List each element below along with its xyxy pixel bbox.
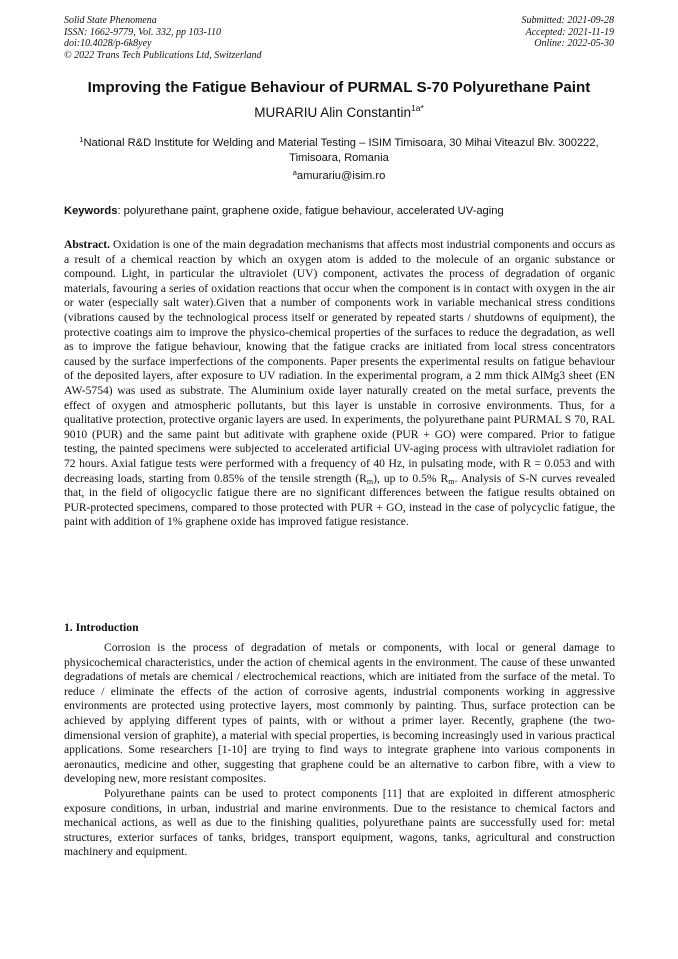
section-heading-introduction: 1. Introduction [64,621,139,634]
abstract-text-3: . Analysis of S-N curves revealed that, in the field of oligocyclic fatigue there are no significant differences between the fatigue results obtained on PUR-protected specimens, compared to those protected with PUR + GO, instead in the case of polycyclic fatigue, the paint with addition of 1% graphene oxide has improved fatigue resistance. [64,471,615,529]
introduction-paragraph: Corrosion is the process of degradation of metals or components, with local or general damage to physicochemical characteristics, under the action of chemical agents in the environment. The cause of these unwanted degradations of metals are chemical / electrochemical reactions, which are initiated from the surface of the metal. To reduce / eliminate the effects of the action of corrosive agents, industrial components working in aggressive environments are protected using protective layers, most commonly by painting. Thus, surface protection can be achieved by applying different types of paints, with or without a primer layer. Recently, graphene (the two-dimensional version of graphite), a material with special properties, is becoming increasingly used in various practical applications. Some researchers [1-10] are trying to find ways to integrate graphene into various components in aeronautics, medicine and other, suggesting that graphene could be an alternative to carbon fibre, with a view to developing new, more resistant composites. [64,641,615,786]
journal-issn: ISSN: 1662-9779, Vol. 332, pp 103-110 [64,26,222,38]
accepted-date: Accepted: 2021-11-19 [525,26,614,38]
abstract-sub-2: m [448,476,455,486]
affiliation [64,132,614,166]
abstract [64,238,615,530]
journal-copyright: © 2022 Trans Tech Publications Ltd, Switzerland [64,49,262,61]
journal-info [64,15,262,61]
keywords [64,205,624,217]
email-sup: a [292,168,297,177]
introduction-paragraph: Polyurethane paints can be used to protect components [11] that are exploited in different atmospheric exposure conditions, in urban, industrial and marine environments. Due to the resistance to chemical factors and mechanical actions, as well as due to the finishing qualities, polyurethane paints are successfully used for: metal structures, exterior surfaces of tanks, bridges, transport equipment, wagons, tanks, agricultural and construction machinery and equipment. [64,786,615,859]
email-link[interactable]: amurariu@isim.ro [296,170,386,182]
submitted-date: Submitted: 2021-09-28 [521,15,614,26]
introduction-body [64,641,615,860]
abstract-text-1: Oxidation is one of the main degradation mechanisms that affects most industrial components and occurs as a result of a chemical reaction by which an oxygen atom is added to the molecule of an organic substance or compound. Light, in particular the ultraviolet (UV) component, activates the process of degradation of organic materials, favouring a series of oxidation reactions that occur when the component is in contact with oxygen in the air or water (especially salt water).Given that a number of components work in variable mechanical stress conditions (vibrations caused by the technological process itself or generated by repeated starts / shutdowns of equipment), the protective coatings aim to improve the physico-chemical properties of the surfaces to reduce the degradation, as well as to improve the fatigue behaviour, knowing that the fatigue cracks are initiated from local stress concentrators caused by the surface imperfections of the components. Paper presents the experimental results on fatigue behaviour of the deposited layers, after exposure to UV radiation. In the experimental program, a 2 mm thick AlMg3 sheet (EN AW-5754) was used as substrate. The Aluminium oxide layer naturally created on the metal surface, prevents the effect of oxygen and atmospheric pollutants, but this layer is unstable in corrosive environments. Thus, for a qualitative protection, protective organic layers are used. In experiments, the polyurethane paint PURMAL S 70, RAL 9010 (PUR) and the same paint but aditivate with graphene oxide (PUR + GO) were compared. Prior to fatigue testing, the painted specimens were subjected to accelerated artificial UV-aging process with ultraviolet radiation for 72 hours. Axial fatigue tests were performed with a frequency of 40 Hz, in pulsating mode, with R = 0.053 and with decreasing loads, starting from 0.85% of the tensile strength (R [64,238,615,485]
abstract-text-2: ), up to 0.5% R [373,471,449,485]
journal-name: Solid State Phenomena [64,15,157,26]
author-email [0,168,678,182]
keywords-text: : polyurethane paint, graphene oxide, fatigue behaviour, accelerated UV-aging [117,205,504,217]
affiliation-text: National R&D Institute for Welding and Material Testing – ISIM Timisoara, 30 Mihai Viteazul Blv. 300222, Timisoara, Romania [83,137,599,164]
affiliation-sup: 1 [79,135,84,144]
author-sup: 1a* [411,103,424,113]
abstract-label: Abstract. [64,238,111,251]
author-line [0,103,678,120]
publication-dates [522,15,615,50]
journal-doi: doi:10.4028/p-6k8yey [64,38,152,50]
online-date: Online: 2022-05-30 [534,38,614,50]
keywords-label: Keywords [64,205,118,217]
paper-title: Improving the Fatigue Behaviour of PURMAL S-70 Polyurethane Paint [87,79,591,96]
author-name: MURARIU Alin Constantin [254,105,412,120]
abstract-sub-1: m [366,476,374,486]
